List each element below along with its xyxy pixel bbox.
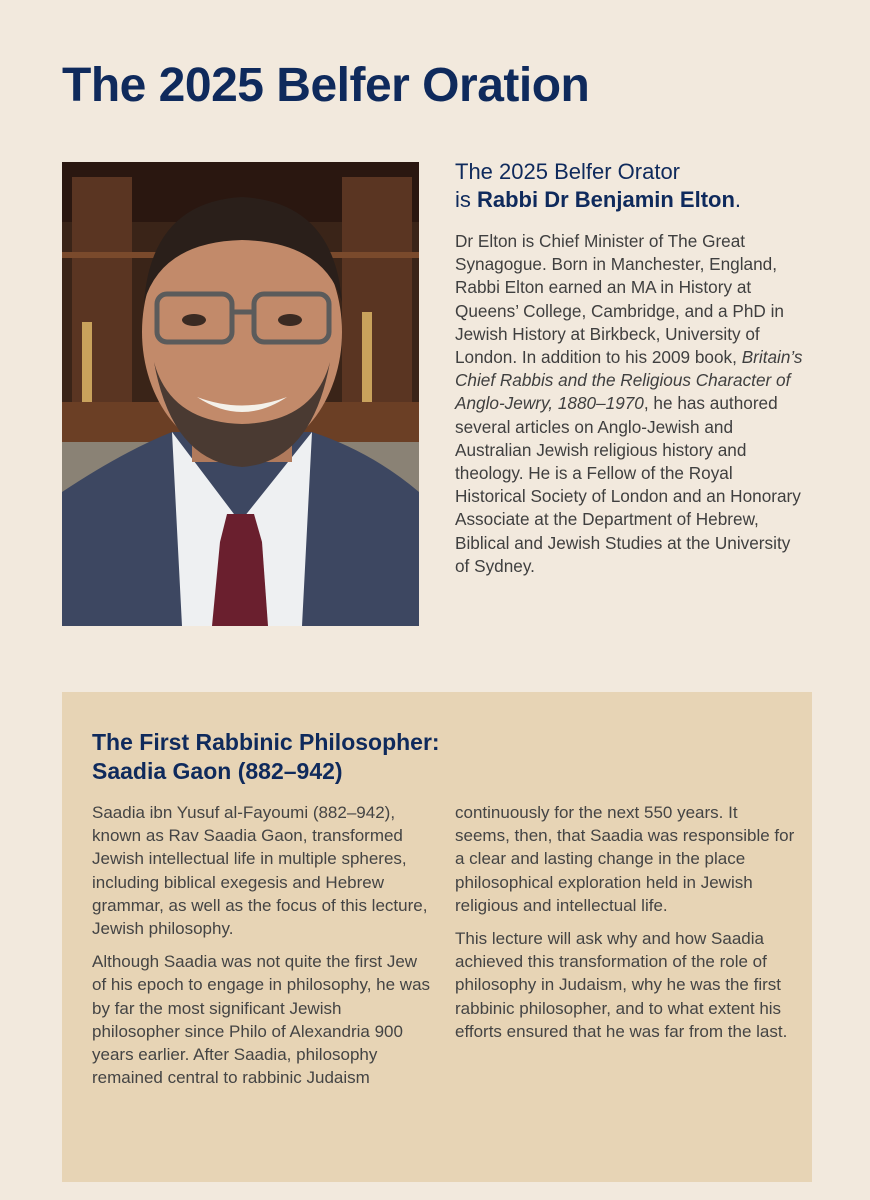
bio-text-part1: Dr Elton is Chief Minister of The Great Synagogue. Born in Manchester, England, Rabbi Elton earned an MA in History at Queens’ College, Cambridge, and a PhD in Jewish History at Birkbeck, University of London. In addition to his 2009 book, <box>455 231 784 368</box>
page-title: The 2025 Belfer Oration <box>62 59 590 112</box>
lecture-title-line2: Saadia Gaon (882–942) <box>92 758 343 784</box>
bio-text-part2: , he has authored several articles on Anglo-Jewish and Australian Jewish religious history and theology. He is a Fellow of the Royal Historical Society of London and an Honorary Associate at the Department of Hebrew, Biblical and Jewish Studies at the University of Sydney. <box>455 393 801 576</box>
lecture-paragraph: Saadia ibn Yusuf al-Fayoumi (882–942), known as Rav Saadia Gaon, transformed Jewish intellectual life in multiple spheres, including biblical exegesis and Hebrew grammar, as well as the focus of this lecture, Jewish philosophy. <box>92 803 428 939</box>
orator-portrait <box>62 162 419 626</box>
orator-bio <box>455 230 805 578</box>
lecture-panel <box>62 692 812 1182</box>
lecture-paragraph: This lecture will ask why and how Saadia achieved this transformation of the role of philosophy in Judaism, why he was the first rabbinic philosopher, and to what extent his efforts ensured that he was far from the last. <box>455 929 788 1041</box>
portrait-photo-icon <box>62 162 419 626</box>
orator-is-prefix: is <box>455 187 477 212</box>
lecture-paragraph: Although Saadia was not quite the first Jew of his epoch to engage in philosophy, he was by far the most significant Jewish philosopher since Philo of Alexandria 900 years earlier. After Saadia, philosophy remained central to rabbinic Judaism <box>92 952 431 1088</box>
lecture-title-line1: The First Rabbinic Philosopher: <box>92 729 440 755</box>
lecture-column-right <box>455 801 795 1053</box>
lecture-column-left <box>92 801 432 1099</box>
orator-heading <box>455 158 815 214</box>
bio-book-title: Britain’s Chief Rabbis and the Religious Character of Anglo-Jewry, 1880–1970 <box>455 347 803 414</box>
orator-period: . <box>734 187 742 212</box>
orator-intro: The 2025 Belfer Orator <box>455 159 681 184</box>
lecture-title <box>92 728 652 786</box>
orator-name: Rabbi Dr Benjamin Elton <box>477 187 735 212</box>
lecture-paragraph: continuously for the next 550 years. It seems, then, that Saadia was responsible for a clear and lasting change in the place philosophical exploration held in Jewish religious and intellectual life. <box>455 803 795 915</box>
